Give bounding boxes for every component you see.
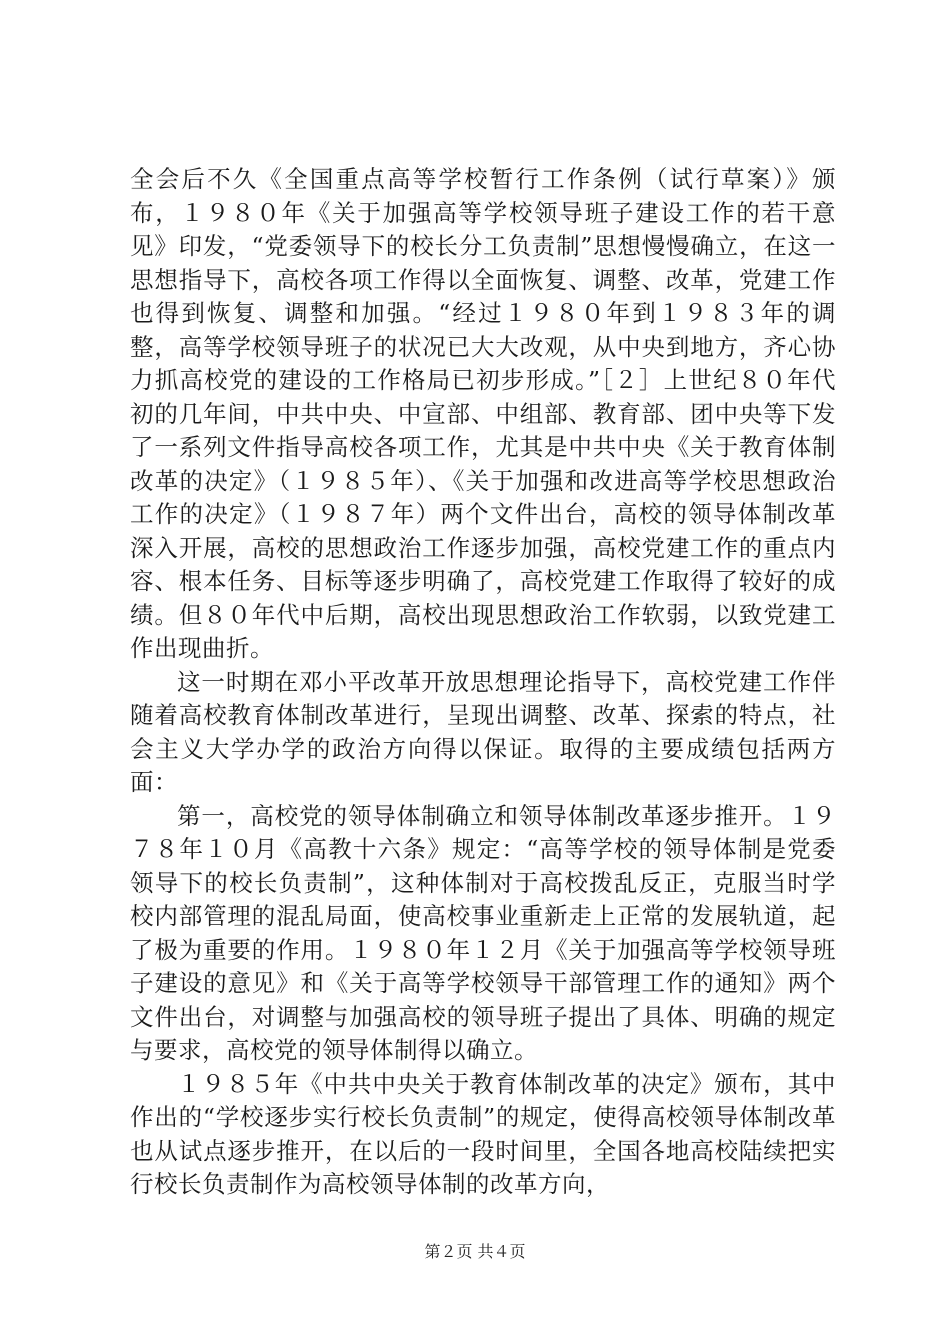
paragraph-4: １９８５年《中共中央关于教育体制改革的决定》颁布，其中作出的“学校逐步实行校长负责制”的规定，使得高校领导体制改革也从试点逐步推开，在以后的一段时间里，全国各地高校陆续把实行校长负责制作为高校领导体制的改革方向， xyxy=(130,1069,836,1198)
document-body xyxy=(130,163,836,1202)
paragraph-3: 第一，高校党的领导体制确立和领导体制改革逐步推开。１９７８年１０月《高教十六条》规定：“高等学校的领导体制是党委领导下的校长负责制”，这种体制对于高校拨乱反正，克服当时学校内部管理的混乱局面，使高校事业重新走上正常的发展轨道，起了极为重要的作用。１９８０年１２月《关于加强高等学校领导班子建设的意见》和《关于高等学校领导干部管理工作的通知》两个文件出台，对调整与加强高校的领导班子提出了具体、明确的规定与要求，高校党的领导体制得以确立。 xyxy=(130,801,836,1064)
paragraph-1: 全会后不久《全国重点高等学校暂行工作条例（试行草案）》颁布，１９８０年《关于加强高等学校领导班子建设工作的若干意见》印发，“党委领导下的校长分工负责制”思想慢慢确立，在这一思想指导下，高校各项工作得以全面恢复、调整、改革，党建工作也得到恢复、调整和加强。“经过１９８０年到１９８３年的调整，高等学校领导班子的状况已大大改观，从中央到地方，齐心协力抓高校党的建设的工作格局已初步形成。”［２］上世纪８０年代初的几年间，中共中央、中宣部、中组部、教育部、团中央等下发了一系列文件指导高校各项工作，尤其是中共中央《关于教育体制改革的决定》（１９８５年）、《关于加强和改进高等学校思想政治工作的决定》（１９８７年）两个文件出台，高校的领导体制改革深入开展，高校的思想政治工作逐步加强，高校党建工作的重点内容、根本任务、目标等逐步明确了，高校党建工作取得了较好的成绩。但８０年代中后期，高校出现思想政治工作软弱，以致党建工作出现曲折。 xyxy=(130,165,836,662)
page-number-footer: 第２页 共４页 xyxy=(424,1242,526,1261)
paragraph-2: 这一时期在邓小平改革开放思想理论指导下，高校党建工作伴随着高校教育体制改革进行，呈现出调整、改革、探索的特点，社会主义大学办学的政治方向得以保证。取得的主要成绩包括两方面： xyxy=(130,667,836,796)
